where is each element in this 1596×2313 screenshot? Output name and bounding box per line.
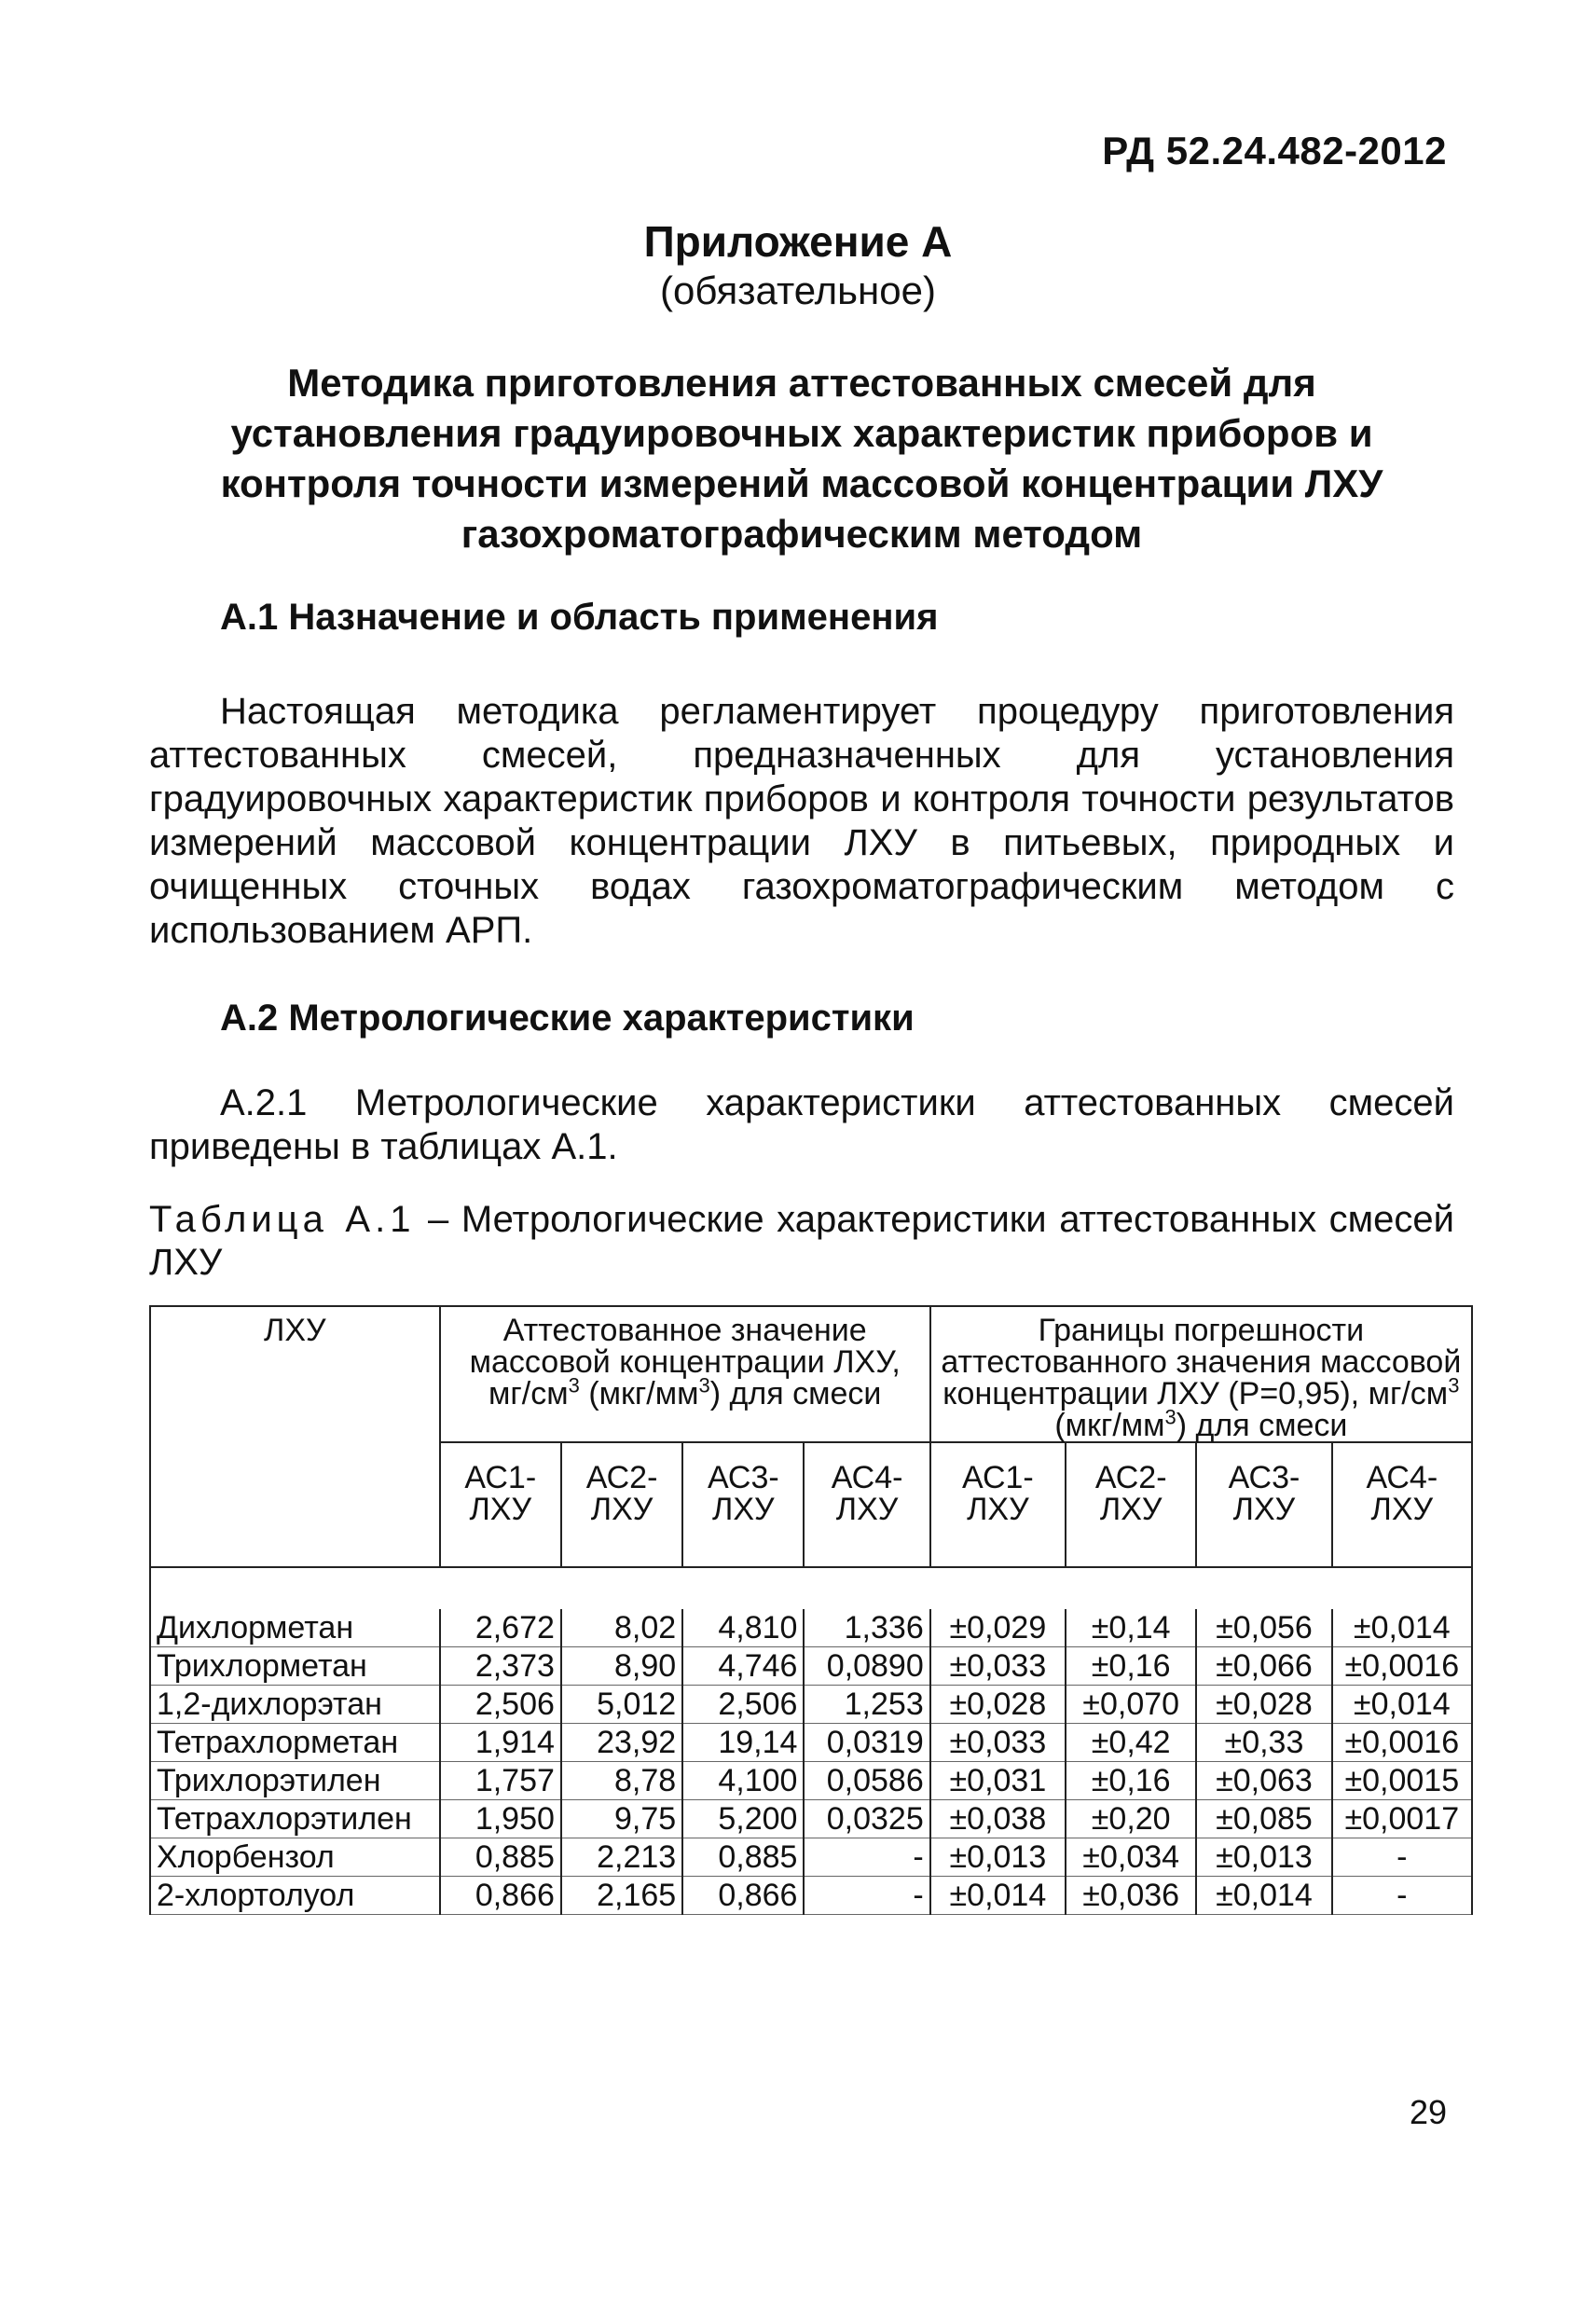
attested-value: 2,672	[440, 1609, 561, 1647]
compound-name: Дихлорметан	[150, 1609, 440, 1647]
document-code: РД 52.24.482-2012	[1102, 129, 1447, 172]
mix-header-7: АС4-ЛХУ	[1332, 1442, 1472, 1567]
error-bound: ±0,014	[1332, 1686, 1472, 1724]
mix-header-5: АС2-ЛХУ	[1066, 1442, 1196, 1567]
attested-value: 1,950	[440, 1800, 561, 1838]
group1-sup1: 3	[568, 1373, 580, 1397]
group2-text: Границы погрешности аттестованного значения массовой концентрации ЛХУ (Р=0,95), мг/см	[941, 1313, 1462, 1411]
attested-value: 1,914	[440, 1724, 561, 1762]
compound-name: 1,2-дихлорэтан	[150, 1686, 440, 1724]
error-bound: ±0,038	[930, 1800, 1066, 1838]
attested-value: 0,885	[440, 1838, 561, 1877]
attested-value: 8,78	[561, 1762, 682, 1800]
error-bound: ±0,028	[930, 1686, 1066, 1724]
attested-value: 19,14	[682, 1724, 804, 1762]
table-spacer-row	[150, 1567, 1472, 1609]
section-2-heading: А.2 Метрологические характеристики	[220, 998, 915, 1039]
error-bound: ±0,056	[1196, 1609, 1331, 1647]
page-number: 29	[1409, 2093, 1447, 2131]
group2-sup2: 3	[1164, 1405, 1176, 1429]
compound-name: Трихлорметан	[150, 1647, 440, 1686]
error-bound: ±0,16	[1066, 1762, 1196, 1800]
attested-value: 4,810	[682, 1609, 804, 1647]
attested-value: 0,0325	[804, 1800, 929, 1838]
col-group-attested-value	[440, 1306, 930, 1442]
mix-header-4: АС1-ЛХУ	[930, 1442, 1066, 1567]
appendix-subtitle: (обязательное)	[660, 268, 936, 312]
compound-name: Трихлорэтилен	[150, 1762, 440, 1800]
error-bound: ±0,16	[1066, 1647, 1196, 1686]
attested-value: 5,012	[561, 1686, 682, 1724]
compound-name: 2-хлортолуол	[150, 1877, 440, 1915]
error-bound: ±0,031	[930, 1762, 1066, 1800]
table-row	[150, 1647, 1472, 1686]
error-bound: ±0,0017	[1332, 1800, 1472, 1838]
error-bound: ±0,013	[930, 1838, 1066, 1877]
error-bound: ±0,0016	[1332, 1724, 1472, 1762]
group2-end: ) для смеси	[1176, 1408, 1348, 1443]
attested-value: -	[804, 1838, 929, 1877]
error-bound: ±0,33	[1196, 1724, 1331, 1762]
table-row	[150, 1800, 1472, 1838]
error-bound: ±0,013	[1196, 1838, 1331, 1877]
attested-value: 0,866	[682, 1877, 804, 1915]
mix-header-2: АС3-ЛХУ	[682, 1442, 804, 1567]
compound-name: Тетрахлорметан	[150, 1724, 440, 1762]
attested-value: 2,165	[561, 1877, 682, 1915]
attested-value: 4,100	[682, 1762, 804, 1800]
attested-value: 0,0319	[804, 1724, 929, 1762]
attested-value: 2,506	[682, 1686, 804, 1724]
attested-value: 8,90	[561, 1647, 682, 1686]
error-bound: ±0,033	[930, 1724, 1066, 1762]
error-bound: ±0,14	[1066, 1609, 1196, 1647]
attested-value: 0,866	[440, 1877, 561, 1915]
mix-header-3: АС4-ЛХУ	[804, 1442, 929, 1567]
mix-header-1: АС2-ЛХУ	[561, 1442, 682, 1567]
compound-name: Хлорбензол	[150, 1838, 440, 1877]
table-row	[150, 1686, 1472, 1724]
table-caption-label: Таблица А.1	[149, 1199, 416, 1240]
error-bound: ±0,42	[1066, 1724, 1196, 1762]
error-bound: ±0,20	[1066, 1800, 1196, 1838]
error-bound: ±0,029	[930, 1609, 1066, 1647]
error-bound: ±0,085	[1196, 1800, 1331, 1838]
error-bound: ±0,066	[1196, 1647, 1331, 1686]
attested-value: 1,253	[804, 1686, 929, 1724]
attested-value: 1,336	[804, 1609, 929, 1647]
attested-value: 2,373	[440, 1647, 561, 1686]
metrology-table	[149, 1305, 1473, 1915]
attested-value: 2,506	[440, 1686, 561, 1724]
error-bound: ±0,0016	[1332, 1647, 1472, 1686]
compound-name: Тетрахлорэтилен	[150, 1800, 440, 1838]
mix-header-6: АС3-ЛХУ	[1196, 1442, 1331, 1567]
attested-value: 4,746	[682, 1647, 804, 1686]
error-bound: ±0,0015	[1332, 1762, 1472, 1800]
table-row	[150, 1877, 1472, 1915]
appendix-title: Приложение А	[643, 217, 953, 266]
error-bound: ±0,063	[1196, 1762, 1331, 1800]
col-header-name: ЛХУ	[150, 1306, 440, 1567]
attested-value: 9,75	[561, 1800, 682, 1838]
table-row	[150, 1724, 1472, 1762]
section-1-heading: А.1 Назначение и область применения	[220, 597, 939, 638]
attested-value: 0,0586	[804, 1762, 929, 1800]
error-bound: ±0,014	[1196, 1877, 1331, 1915]
attested-value: 8,02	[561, 1609, 682, 1647]
error-bound: ±0,070	[1066, 1686, 1196, 1724]
group1-text: Аттестованное значение массовой концентрации ЛХУ, мг/см	[469, 1313, 901, 1411]
attested-value: 1,757	[440, 1762, 561, 1800]
group2-mid: (мкг/мм	[1054, 1408, 1165, 1443]
table-caption-text: – Метрологические характеристики аттестованных смесей ЛХУ	[149, 1199, 1454, 1283]
section-2-text: А.2.1 Метрологические характеристики аттестованных смесей приведены в таблицах А.1.	[149, 1082, 1454, 1167]
error-bound: ±0,014	[930, 1877, 1066, 1915]
error-bound: -	[1332, 1877, 1472, 1915]
attested-value: 0,0890	[804, 1647, 929, 1686]
mix-header-0: АС1-ЛХУ	[440, 1442, 561, 1567]
error-bound: ±0,028	[1196, 1686, 1331, 1724]
method-title: Методика приготовления аттестованных смесей для установления градуировочных характеристик приборов и контроля точности измерений массовой концентрации ЛХУ газохроматографическим методом	[220, 361, 1383, 556]
group1-mid: (мкг/мм	[579, 1376, 699, 1411]
col-group-error-bounds	[930, 1306, 1472, 1442]
error-bound: -	[1332, 1838, 1472, 1877]
attested-value: -	[804, 1877, 929, 1915]
table-caption	[149, 1198, 1454, 1284]
group2-sup1: 3	[1448, 1373, 1460, 1397]
error-bound: ±0,033	[930, 1647, 1066, 1686]
group1-end: ) для смеси	[709, 1376, 882, 1411]
table-row	[150, 1838, 1472, 1877]
attested-value: 23,92	[561, 1724, 682, 1762]
section-1-text: Настоящая методика регламентирует процедуру приготовления аттестованных смесей, предназначенных для установления градуировочных характеристик приборов и контроля точности результатов измерений массовой концентрации ЛХУ в питьевых, природных и очищенных сточных водах газохроматографическим методом с использованием АРП.	[149, 691, 1454, 951]
table-row	[150, 1762, 1472, 1800]
attested-value: 5,200	[682, 1800, 804, 1838]
error-bound: ±0,014	[1332, 1609, 1472, 1647]
attested-value: 2,213	[561, 1838, 682, 1877]
table-row	[150, 1609, 1472, 1647]
error-bound: ±0,034	[1066, 1838, 1196, 1877]
attested-value: 0,885	[682, 1838, 804, 1877]
error-bound: ±0,036	[1066, 1877, 1196, 1915]
group1-sup2: 3	[698, 1373, 710, 1397]
